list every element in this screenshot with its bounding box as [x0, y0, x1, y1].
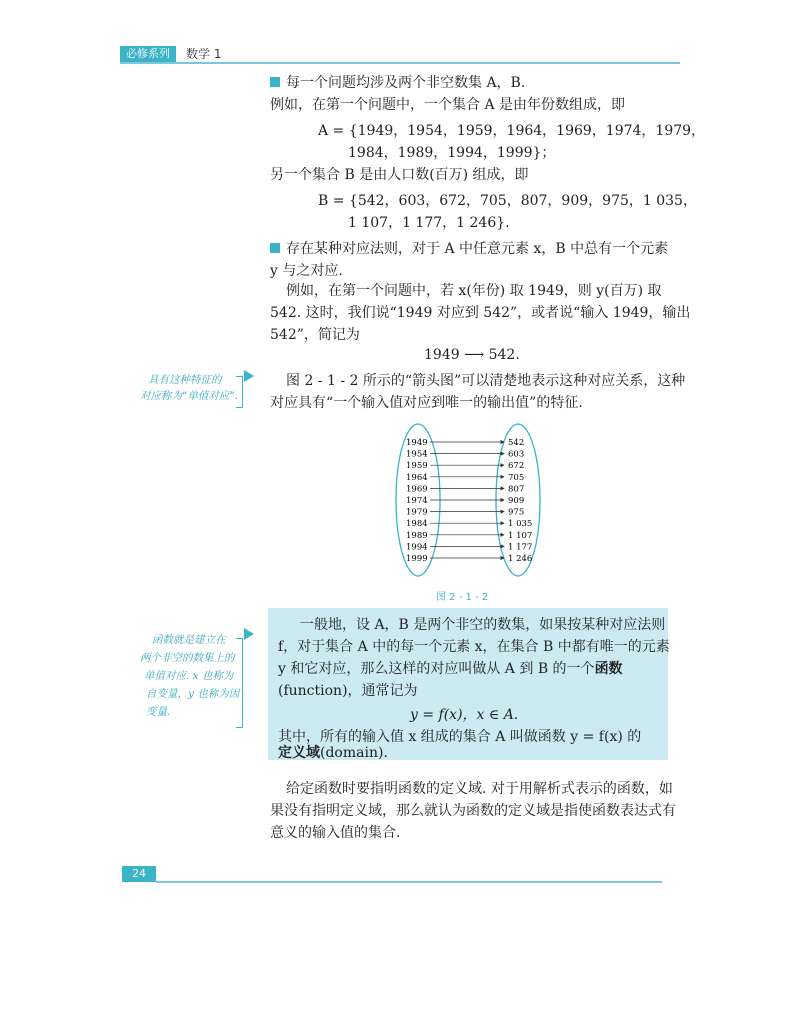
output-value: 542 — [508, 438, 525, 448]
input-value: 1959 — [406, 461, 428, 472]
set-b-line-1: B = {542，603，672，705，807，909，975，1 035， — [318, 193, 697, 209]
bullet-line: 存在某种对应法则，对于 A 中任意元素 x，B 中总有一个元素 — [270, 238, 668, 260]
input-value: 1984 — [406, 519, 428, 530]
flag-icon — [244, 628, 254, 640]
bullet-square-icon — [270, 77, 280, 87]
output-value: 909 — [508, 496, 525, 506]
input-value: 1964 — [406, 472, 428, 483]
input-value: 1969 — [406, 484, 428, 495]
figure-caption: 图 2 - 1 - 2 — [436, 592, 489, 603]
series-tag: 必修系列 — [120, 46, 176, 62]
side-note-line: 变量. — [146, 706, 171, 718]
definition-line: 定义域(domain). — [278, 745, 388, 761]
output-value: 975 — [508, 507, 525, 518]
side-note-line: 具有这种特征的 — [148, 374, 222, 386]
definition-line: y 和它对应，那么这样的对应叫做从 A 到 B 的一个函数 — [278, 661, 623, 677]
set-a-line-2: 1984，1989，1994，1999}； — [348, 145, 556, 161]
text-line: 对应具有“一个输入值对应到唯一的输出值”的特征. — [270, 395, 583, 411]
side-note-line: 自变量，y 也称为因 — [146, 688, 240, 700]
input-value: 1999 — [406, 554, 428, 564]
function-formula: y = f(x)，x ∈ A. — [410, 707, 519, 723]
text-line: 例如，在第一个问题中，一个集合 A 是由年份数组成，即 — [270, 97, 626, 113]
side-note-line: 单值对应. x 也称为 — [144, 670, 234, 682]
side-note-bracket — [236, 376, 243, 408]
definition-line: f，对于集合 A 中的每一个元素 x，在集合 B 中都有唯一的元素 — [278, 639, 670, 655]
text-line: 果没有指明定义域，那么就认为函数的定义域是指使函数表达式有 — [270, 803, 676, 819]
text-line: 542”，简记为 — [270, 327, 360, 343]
output-value: 603 — [508, 449, 525, 460]
side-note-line: 函数就是建立在 — [152, 634, 226, 646]
bullet-square-icon — [270, 243, 280, 253]
text-line: 给定函数时要指明函数的定义域. 对于用解析式表示的函数，如 — [286, 781, 673, 797]
text-line: y 与之对应. — [270, 263, 343, 279]
output-value: 705 — [508, 472, 525, 483]
input-value: 1994 — [406, 542, 428, 553]
input-value: 1949 — [406, 438, 428, 448]
footer-rule — [156, 881, 662, 883]
flag-icon — [244, 370, 254, 382]
set-b-line-2: 1 107，1 177，1 246}. — [348, 215, 510, 231]
output-value: 672 — [508, 461, 525, 472]
side-note-line: 两个非空的数集上的 — [140, 652, 235, 664]
input-value: 1979 — [406, 507, 428, 518]
page-number: 24 — [122, 866, 156, 882]
definition-line: 一般地，设 A，B 是两个非空的数集，如果按某种对应法则 — [300, 617, 666, 633]
input-value: 1954 — [406, 449, 428, 460]
side-note-line: 对应称为“单值对应”. — [140, 390, 239, 402]
arrow-diagram — [380, 420, 560, 580]
book-title: 数学 1 — [186, 47, 222, 61]
input-value: 1974 — [406, 496, 428, 506]
mapping-example: 1949 ⟶ 542. — [424, 347, 520, 363]
text-line: 另一个集合 B 是由人口数(百万) 组成，即 — [270, 167, 529, 183]
text-line: 图 2 - 1 - 2 所示的“箭头图”可以清楚地表示这种对应关系，这种 — [286, 373, 686, 389]
output-value: 807 — [508, 484, 525, 495]
term-domain: 定义域 — [278, 745, 320, 761]
definition-line: 其中，所有的输入值 x 组成的集合 A 叫做函数 y = f(x) 的 — [278, 729, 642, 745]
text-line: 542. 这时，我们说“1949 对应到 542”，或者说“输入 1949，输出 — [270, 305, 691, 321]
header-rule — [120, 62, 680, 64]
output-value: 1 246 — [508, 554, 533, 564]
text-line: 例如，在第一个问题中，若 x(年份) 取 1949，则 y(百万) 取 — [286, 283, 662, 299]
definition-line: (function)，通常记为 — [278, 683, 418, 699]
input-value: 1989 — [406, 530, 428, 541]
side-note-bracket — [236, 638, 243, 728]
text-line: 意义的输入值的集合. — [270, 825, 401, 841]
set-a-line-1: A = {1949，1954，1959，1964，1969，1974，1979， — [318, 123, 706, 139]
output-value: 1 107 — [508, 530, 533, 541]
bullet-line: 每一个问题均涉及两个非空数集 A，B. — [270, 72, 525, 94]
output-value: 1 035 — [508, 519, 533, 530]
term-function: 函数 — [594, 661, 623, 677]
output-value: 1 177 — [508, 542, 533, 553]
